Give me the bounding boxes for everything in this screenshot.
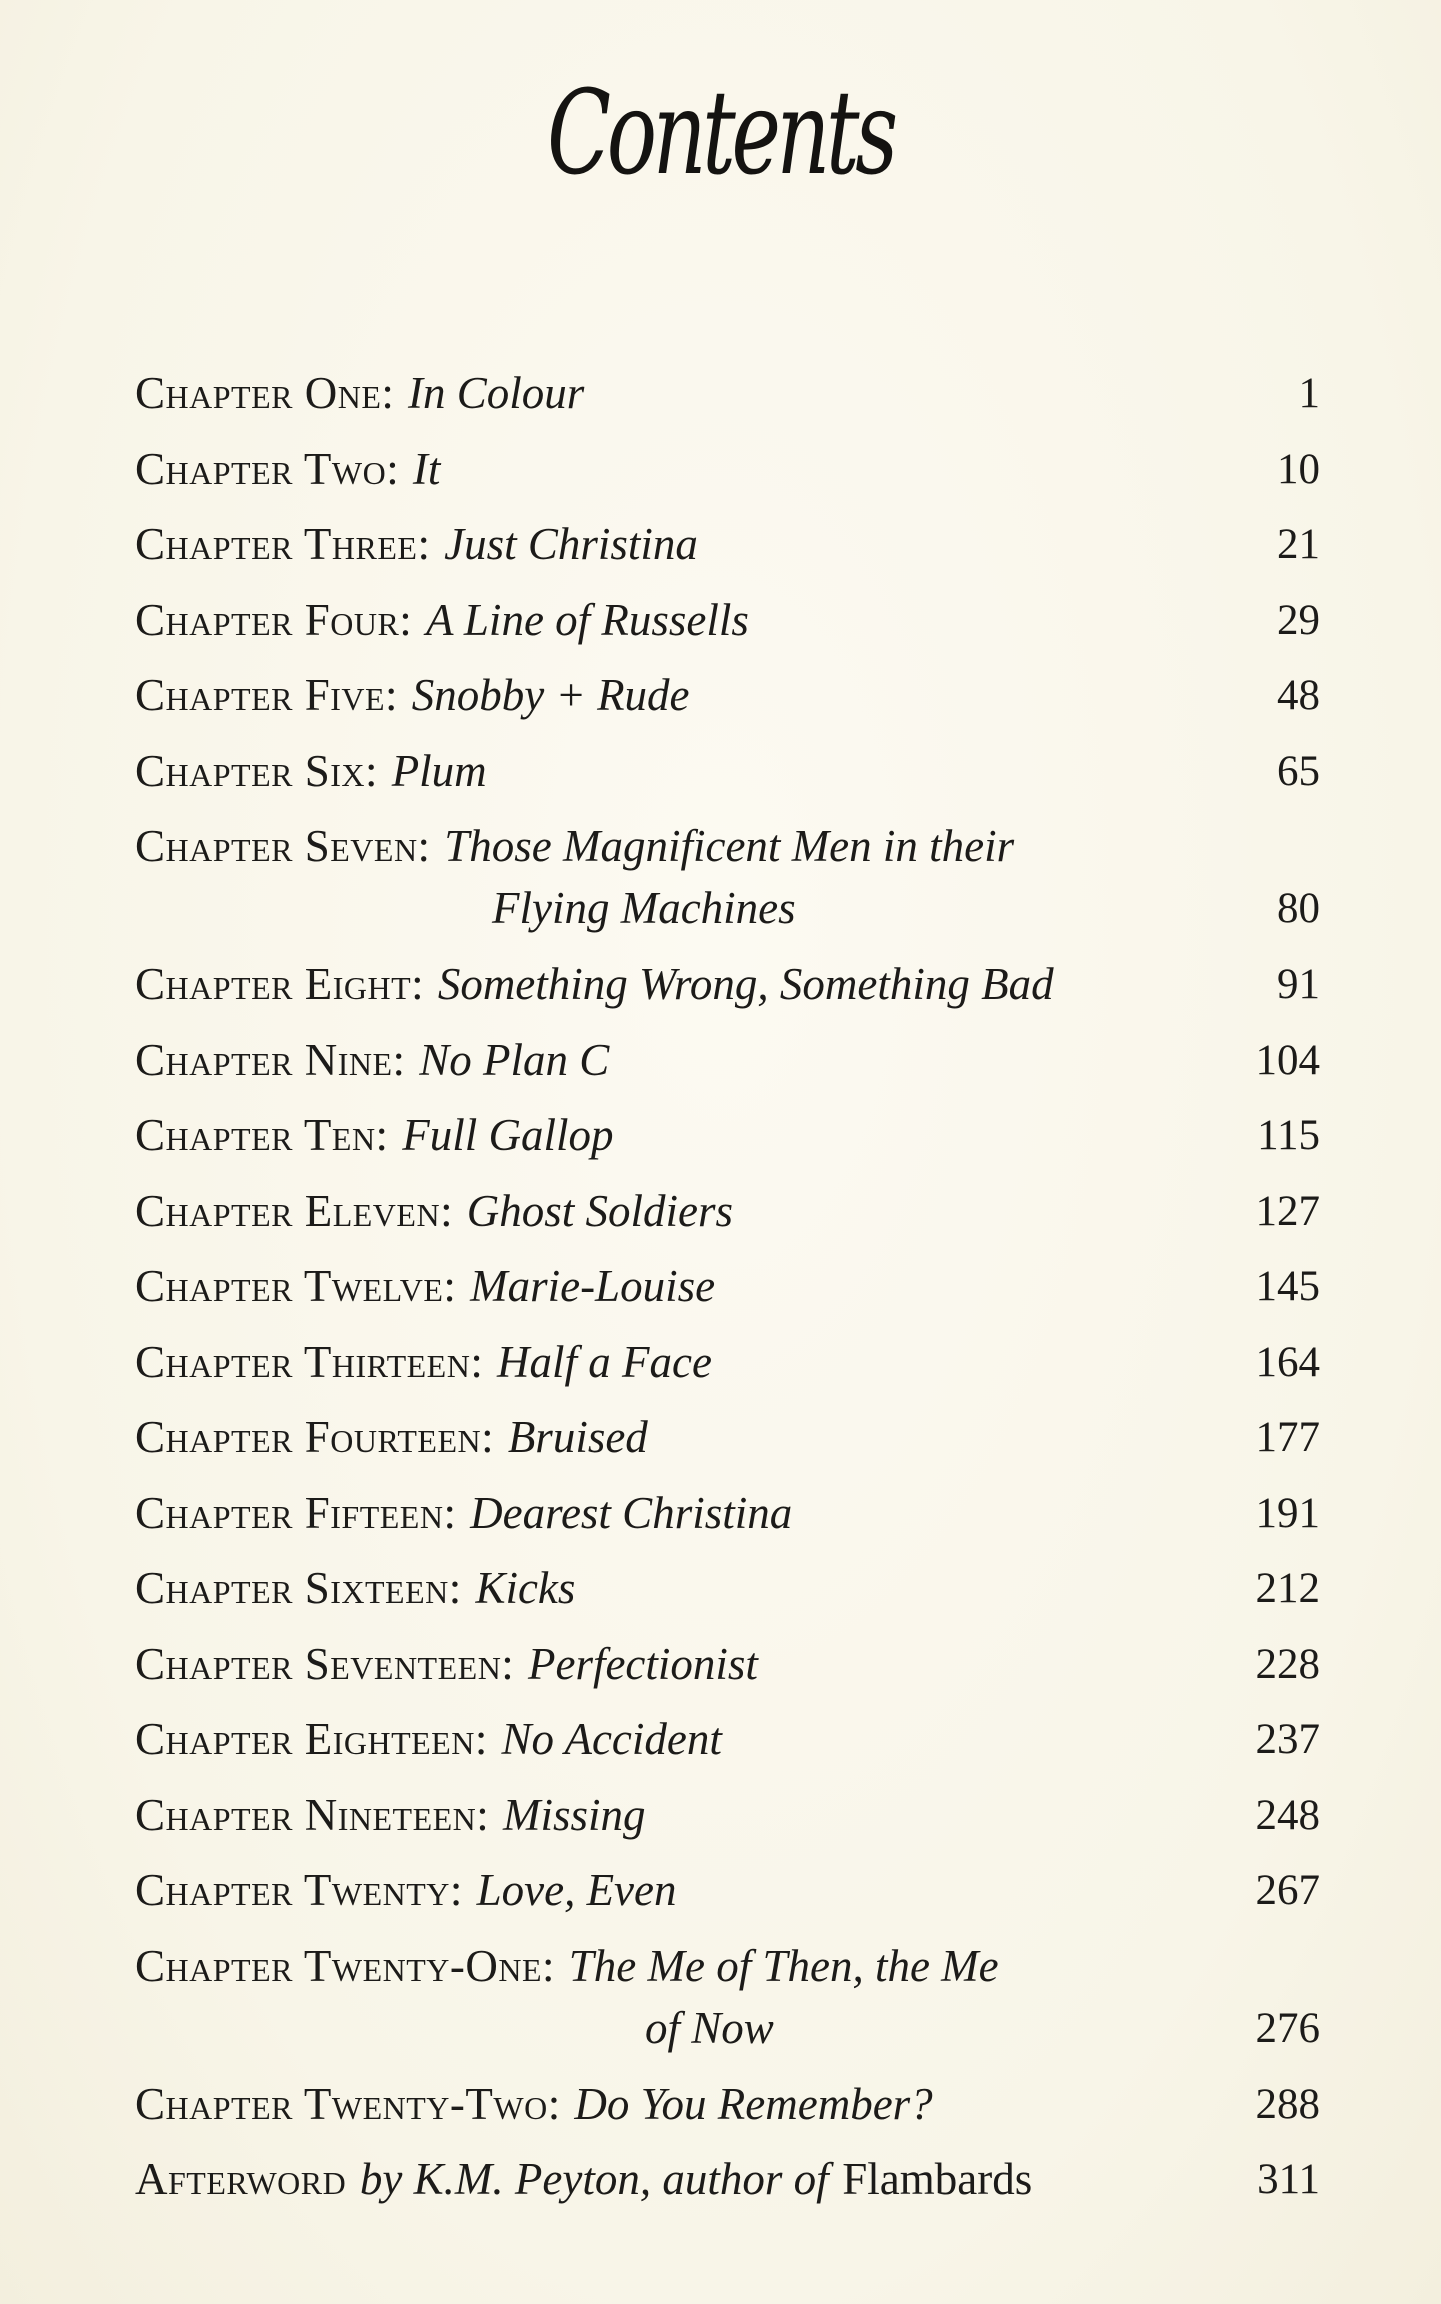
page-number: 80 — [1277, 885, 1320, 932]
toc-entry — [135, 432, 1320, 508]
toc-entry-text — [135, 432, 440, 509]
page-number: 212 — [1255, 1565, 1320, 1612]
toc-entry — [135, 2067, 1320, 2143]
toc-entry-text — [135, 1098, 613, 1175]
chapter-label: Chapter Nine: — [135, 1034, 406, 1085]
chapter-label: Chapter Two: — [135, 443, 400, 494]
page-number: 228 — [1255, 1640, 1320, 1688]
chapter-title: Marie-Louise — [470, 1261, 716, 1311]
toc-entry-text — [135, 356, 584, 433]
toc-entry-text — [135, 734, 487, 811]
page-number: 91 — [1277, 961, 1320, 1008]
page-number: 177 — [1255, 1414, 1320, 1461]
chapter-title: No Plan C — [419, 1034, 610, 1085]
toc-entry-text — [135, 583, 749, 660]
chapter-title: Something Wrong, Something Bad — [437, 959, 1054, 1009]
page-number: 191 — [1255, 1489, 1320, 1537]
page-number: 288 — [1255, 2080, 1320, 2128]
chapter-label: Chapter Ten: — [135, 1110, 389, 1160]
toc-entry — [135, 1400, 1320, 1476]
page-number: 145 — [1255, 1263, 1320, 1310]
chapter-title: Just Christina — [444, 519, 698, 569]
toc-entry-text — [135, 1702, 722, 1779]
page-number: 237 — [1255, 1716, 1320, 1763]
toc-entry — [135, 734, 1320, 810]
toc-entry-text — [135, 2142, 1032, 2219]
chapter-label: Chapter Thirteen: — [135, 1336, 484, 1387]
page-title: Contents — [547, 66, 894, 201]
toc-entry-text — [135, 1023, 609, 1100]
page-number: 267 — [1255, 1867, 1320, 1914]
chapter-label: Chapter Five: — [135, 670, 399, 720]
chapter-title: Perfectionist — [527, 1638, 758, 1689]
chapter-label: Chapter Eighteen: — [135, 1714, 488, 1764]
chapter-label: Chapter Eleven: — [135, 1185, 454, 1236]
chapter-label: Chapter Six: — [135, 745, 379, 796]
chapter-title: Ghost Soldiers — [466, 1185, 734, 1236]
page-number: 104 — [1255, 1036, 1320, 1084]
page-number: 65 — [1277, 747, 1320, 795]
chapter-title: No Accident — [501, 1714, 722, 1764]
chapter-label: Chapter Twenty-Two: — [135, 2078, 561, 2129]
chapter-title: A Line of Russells — [425, 594, 749, 645]
toc-entry-text — [135, 1551, 575, 1628]
chapter-label: Chapter Nineteen: — [135, 1789, 490, 1840]
page-number: 21 — [1277, 521, 1320, 568]
toc-entry — [135, 356, 1320, 432]
toc-entry-text — [135, 507, 698, 584]
chapter-title: Bruised — [507, 1412, 648, 1462]
toc-entry-text — [135, 1249, 715, 1326]
chapter-title: Missing — [502, 1789, 646, 1840]
page-number: 248 — [1255, 1791, 1320, 1839]
chapter-label: Chapter Sixteen: — [135, 1563, 462, 1613]
chapter-title: Half a Face — [497, 1336, 712, 1387]
toc-entry-text — [135, 1853, 677, 1930]
toc-entry-text — [135, 658, 690, 735]
toc-entry-text — [135, 1778, 645, 1855]
toc-entry — [135, 658, 1320, 734]
chapter-title: Snobby + Rude — [411, 670, 690, 720]
toc-entry-text — [135, 1929, 999, 2006]
chapter-title: The Me of Then, the Me — [568, 1940, 999, 1991]
chapter-title: Plum — [391, 745, 487, 796]
toc-entry — [135, 809, 1320, 947]
page-number: 115 — [1257, 1112, 1320, 1159]
toc-entry — [135, 1778, 1320, 1854]
page-number: 48 — [1277, 672, 1320, 719]
toc-entry — [135, 1023, 1320, 1099]
page-number: 127 — [1255, 1187, 1320, 1235]
toc-entry — [135, 1627, 1320, 1703]
chapter-label: Chapter One: — [135, 368, 395, 418]
chapter-label: Chapter Twelve: — [135, 1261, 457, 1311]
chapter-title: Full Gallop — [402, 1110, 614, 1160]
toc-entry — [135, 1476, 1320, 1552]
toc-entry-text — [135, 1627, 758, 1704]
toc-entry-afterword — [135, 2142, 1320, 2218]
chapter-label: Chapter Eight: — [135, 959, 425, 1009]
chapter-label: Chapter Twenty: — [135, 1865, 463, 1915]
afterword-book-title: Flambards — [842, 2154, 1033, 2204]
toc-entry-text — [135, 947, 1054, 1024]
toc-entry-text — [135, 1174, 733, 1251]
toc-entry — [135, 1929, 1320, 2067]
chapter-label: Chapter Fourteen: — [135, 1412, 495, 1462]
chapter-title: Love, Even — [476, 1865, 677, 1915]
chapter-label: Chapter Seven: — [135, 821, 431, 871]
page-number: 29 — [1277, 596, 1320, 644]
toc-entry — [135, 1174, 1320, 1250]
chapter-label: Chapter Seventeen: — [135, 1638, 515, 1689]
toc-entry — [135, 583, 1320, 659]
chapter-label: Chapter Fifteen: — [135, 1487, 457, 1538]
toc-entry-text — [135, 1476, 792, 1553]
toc-entry — [135, 1853, 1320, 1929]
chapter-title: Do You Remember? — [574, 2078, 933, 2129]
toc-entry — [135, 1325, 1320, 1401]
toc-entry-text — [135, 1400, 648, 1477]
chapter-title: In Colour — [408, 368, 585, 418]
toc-entry — [135, 1551, 1320, 1627]
toc-entry-text — [135, 1325, 712, 1402]
chapter-label: Chapter Three: — [135, 519, 431, 569]
page-number: 311 — [1257, 2156, 1320, 2203]
toc-entry — [135, 1702, 1320, 1778]
page-number: 10 — [1277, 445, 1320, 493]
page-number: 164 — [1255, 1338, 1320, 1386]
chapter-title-continuation: of Now — [645, 2002, 774, 2053]
chapter-label: Chapter Four: — [135, 594, 413, 645]
toc-entry — [135, 507, 1320, 583]
chapter-title: Kicks — [475, 1563, 576, 1613]
toc-entry-text — [135, 2067, 933, 2144]
toc-entry — [135, 1249, 1320, 1325]
page-number: 276 — [1255, 2004, 1320, 2052]
chapter-title: It — [412, 443, 441, 494]
chapter-label: Chapter Twenty-One: — [135, 1940, 556, 1991]
afterword-byline: by K.M. Peyton, author of — [359, 2154, 829, 2204]
afterword-label: Afterword — [135, 2154, 347, 2204]
table-of-contents — [135, 356, 1320, 2218]
toc-entry — [135, 1098, 1320, 1174]
toc-entry — [135, 947, 1320, 1023]
chapter-title-continuation: Flying Machines — [492, 883, 796, 933]
chapter-title: Those Magnificent Men in their — [444, 821, 1015, 871]
chapter-title: Dearest Christina — [470, 1487, 793, 1538]
page-number: 1 — [1298, 370, 1320, 417]
